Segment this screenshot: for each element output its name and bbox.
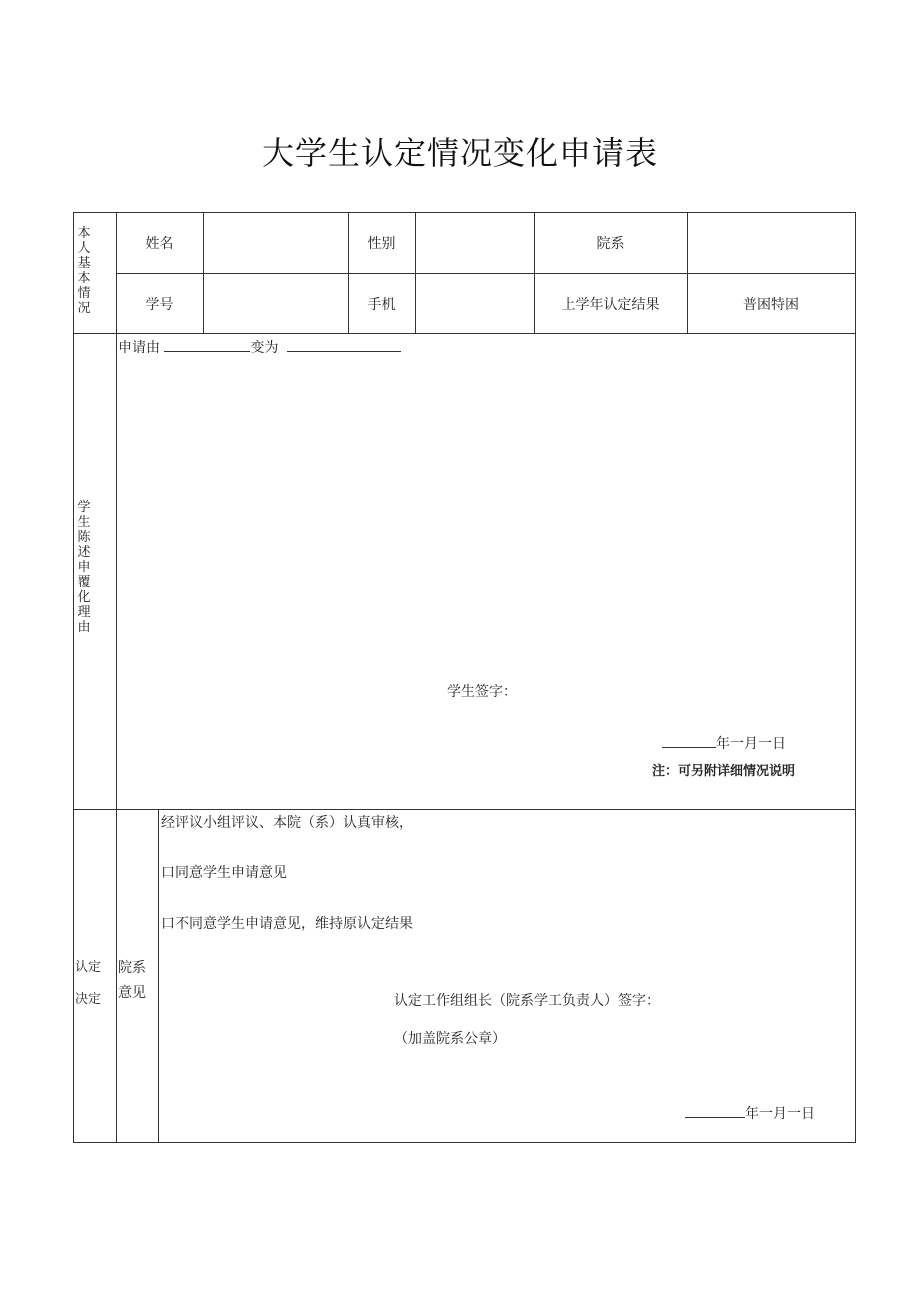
- column-divider: [415, 212, 416, 333]
- row-divider: [73, 333, 855, 334]
- row-divider: [116, 273, 855, 274]
- last-result-value: 普困特困: [743, 297, 799, 313]
- phone-label: 手机: [367, 297, 396, 313]
- year-blank[interactable]: [685, 1105, 745, 1118]
- decision-date-text: 年一月一日: [745, 1106, 815, 1122]
- column-divider: [158, 809, 159, 1143]
- statement-note: 注：可另附详细情况说明: [652, 764, 796, 779]
- column-divider: [534, 212, 535, 333]
- statement-section-label: 学生陈述申覆化理由: [77, 500, 91, 635]
- page-title: 大学生认定情况变化申请表: [261, 134, 658, 172]
- last-result-label: 上学年认定结果: [561, 297, 660, 313]
- leader-signature-label: 认定工作组组长（院系学工负责人）签字：: [394, 993, 660, 1009]
- column-divider: [203, 212, 204, 333]
- table-border-bottom: [73, 1142, 855, 1143]
- statement-date-text: 年一月一日: [716, 736, 786, 752]
- basic-info-section-label: 本人基本情况: [77, 226, 91, 316]
- seal-text: （加盖院系公章）: [394, 1031, 506, 1047]
- column-divider: [687, 212, 688, 333]
- gender-label: 性别: [367, 236, 396, 252]
- column-divider: [116, 212, 117, 1143]
- table-border-left: [73, 212, 74, 1143]
- year-blank[interactable]: [662, 735, 716, 748]
- option-agree[interactable]: 口同意学生申请意见: [161, 865, 287, 881]
- student-signature-label: 学生签字：: [447, 684, 517, 700]
- option-disagree[interactable]: 口不同意学生申请意见，维持原认定结果: [161, 916, 413, 932]
- name-label: 姓名: [145, 236, 174, 252]
- apply-from-label: 申请由: [118, 340, 160, 356]
- decision-label-line1: 认定: [75, 960, 102, 975]
- review-text: 经评议小组评议、本院（系）认真审核，: [161, 815, 413, 831]
- change-to-label: 变为: [250, 340, 279, 356]
- department-label: 院系: [596, 236, 625, 252]
- decision-date: [685, 1103, 815, 1123]
- table-border-top: [73, 212, 855, 213]
- to-blank[interactable]: [287, 339, 401, 352]
- statement-date: [662, 733, 786, 753]
- dept-opinion-label-line2: 意见: [118, 985, 146, 1001]
- column-divider: [348, 212, 349, 333]
- table-border-right: [855, 212, 856, 1143]
- apply-change-line: [118, 337, 401, 357]
- decision-label-line2: 决定: [75, 992, 102, 1007]
- dept-opinion-label-line1: 院系: [118, 960, 146, 976]
- from-blank[interactable]: [164, 339, 250, 352]
- student-id-label: 学号: [145, 297, 174, 313]
- row-divider: [73, 809, 855, 810]
